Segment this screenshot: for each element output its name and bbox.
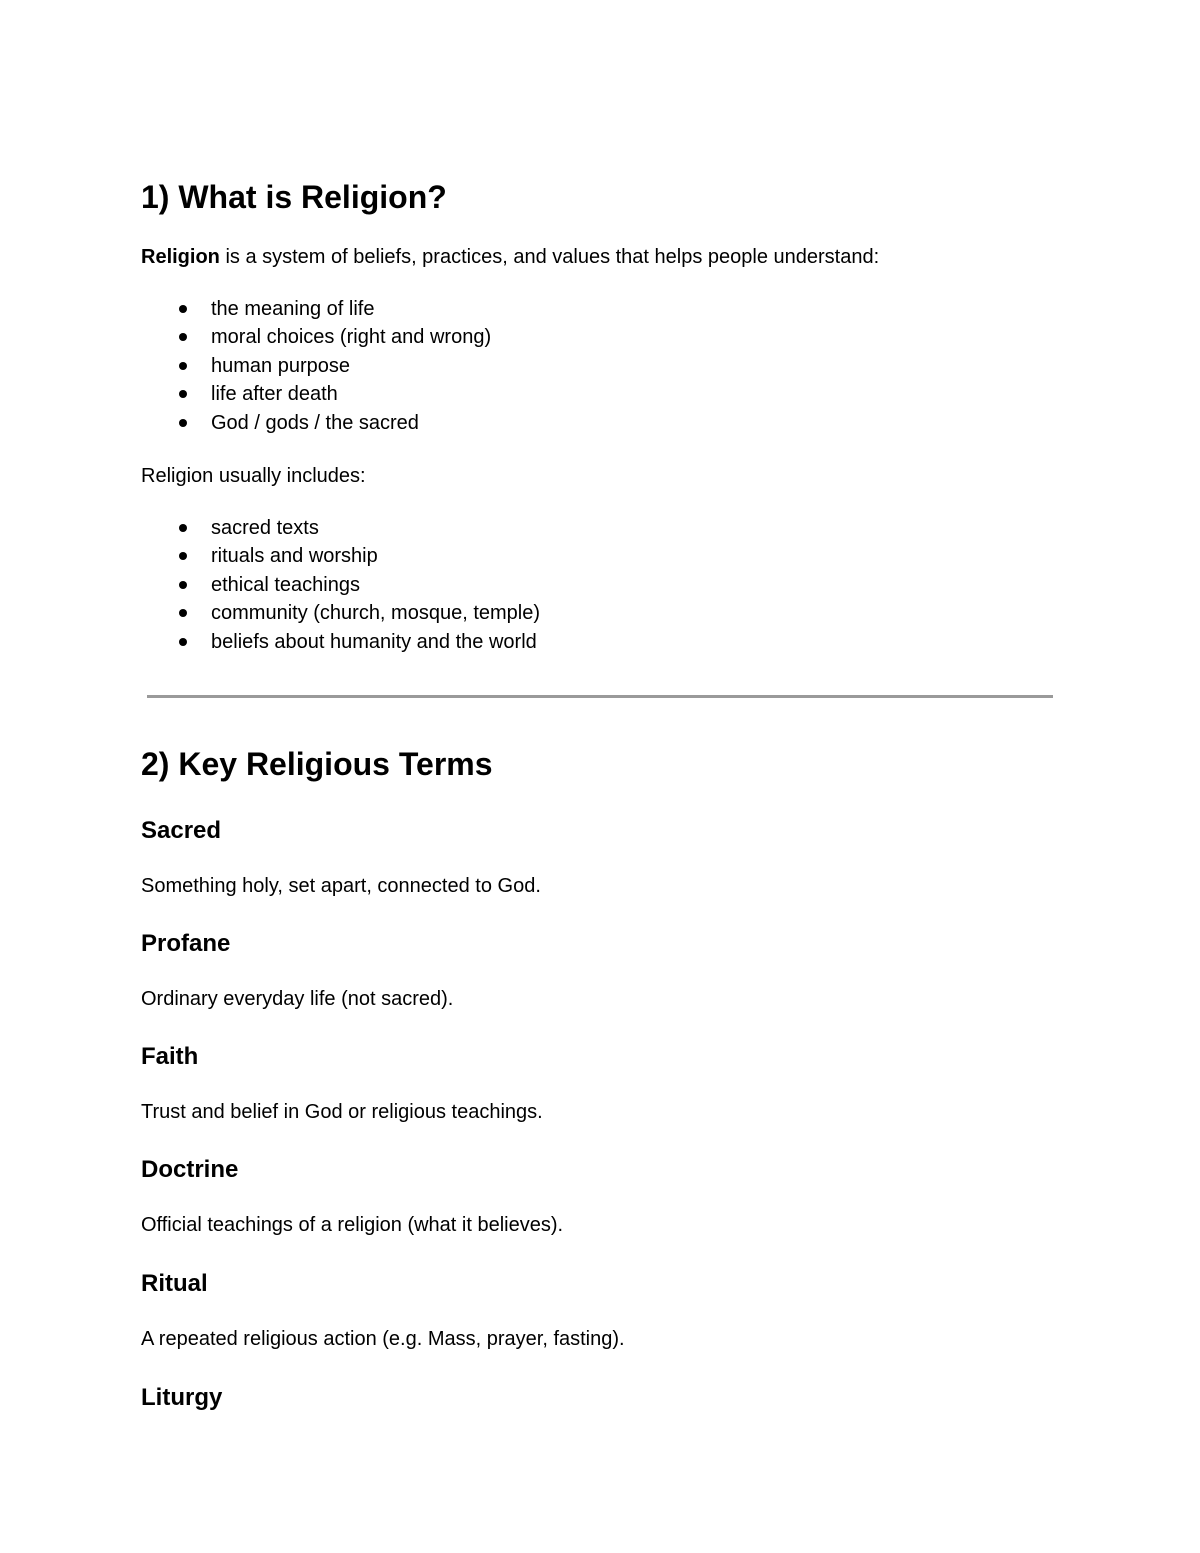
list-item: sacred texts: [141, 514, 540, 542]
bullet-icon: [179, 552, 187, 560]
term-definition-profane: Ordinary everyday life (not sacred).: [141, 988, 454, 1010]
horizontal-rule: [147, 695, 1053, 698]
bullet-icon: [179, 390, 187, 398]
understanding-list: [141, 295, 491, 437]
section-2-heading: 2) Key Religious Terms: [141, 746, 493, 782]
term-heading-ritual: Ritual: [141, 1270, 208, 1297]
bullet-icon: [179, 419, 187, 427]
list-item: beliefs about humanity and the world: [141, 628, 540, 656]
term-heading-sacred: Sacred: [141, 817, 222, 844]
list-item: life after death: [141, 380, 491, 408]
term-definition-faith: Trust and belief in God or religious teachings.: [141, 1101, 543, 1123]
term-heading-faith: Faith: [141, 1043, 199, 1070]
section-1-heading: 1) What is Religion?: [141, 179, 447, 215]
term-definition-doctrine: Official teachings of a religion (what it believes).: [141, 1214, 564, 1236]
bullet-icon: [179, 581, 187, 589]
bullet-icon: [179, 333, 187, 341]
bullet-icon: [179, 305, 187, 313]
term-heading-doctrine: Doctrine: [141, 1156, 239, 1183]
term-definition-ritual: A repeated religious action (e.g. Mass, prayer, fasting).: [141, 1328, 625, 1350]
list-item: community (church, mosque, temple): [141, 599, 540, 627]
religion-term: Religion: [141, 246, 220, 268]
religion-definition: [141, 243, 879, 271]
list-item: the meaning of life: [141, 295, 491, 323]
list-item: rituals and worship: [141, 542, 540, 570]
term-heading-liturgy: Liturgy: [141, 1384, 223, 1411]
list-item: ethical teachings: [141, 571, 540, 599]
bullet-icon: [179, 524, 187, 532]
list-item: God / gods / the sacred: [141, 409, 491, 437]
includes-label: Religion usually includes:: [141, 465, 366, 487]
bullet-icon: [179, 609, 187, 617]
includes-list: [141, 514, 540, 656]
list-item: human purpose: [141, 352, 491, 380]
bullet-icon: [179, 362, 187, 370]
bullet-icon: [179, 638, 187, 646]
term-definition-sacred: Something holy, set apart, connected to God.: [141, 875, 541, 897]
religion-definition-text: is a system of beliefs, practices, and values that helps people understand:: [219, 246, 880, 268]
term-heading-profane: Profane: [141, 930, 231, 957]
list-item: moral choices (right and wrong): [141, 323, 491, 351]
